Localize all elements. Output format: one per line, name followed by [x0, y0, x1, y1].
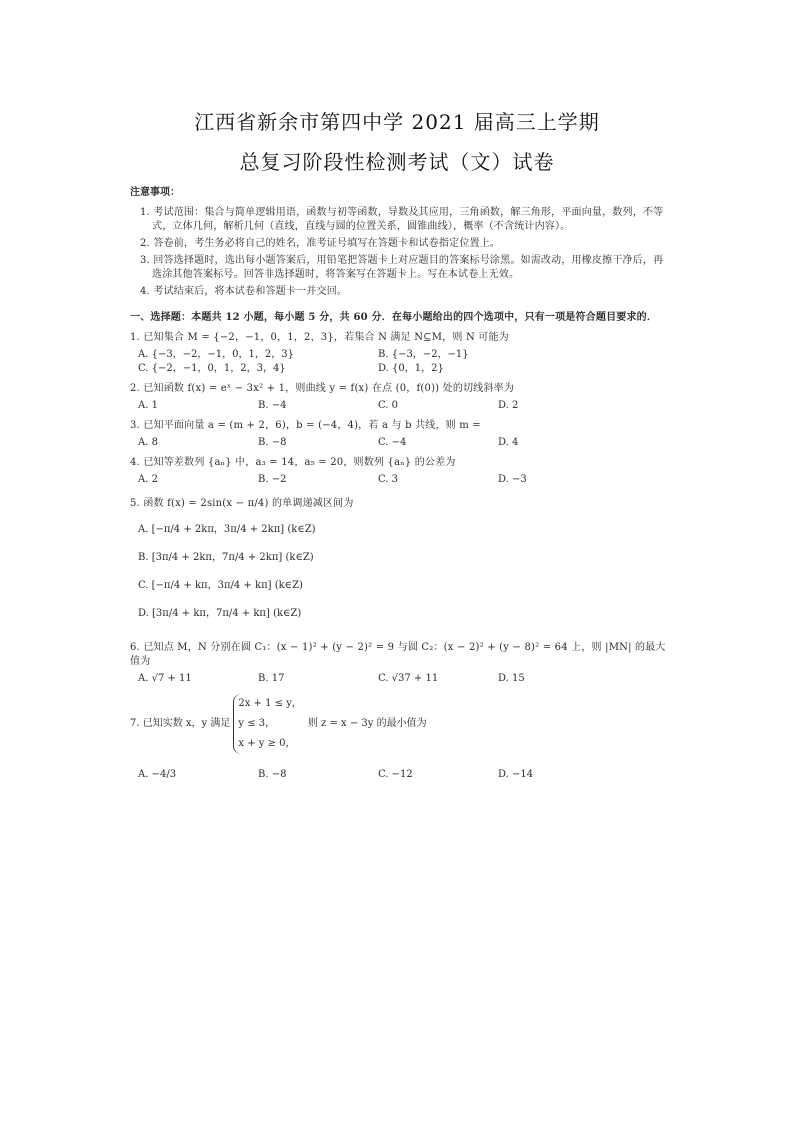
question-stem: 1. 已知集合 M = {−2，−1，0，1，2，3}，若集合 N 满足 N⊆M，则 N 可能为	[130, 332, 509, 343]
option-a: A. [−π/4 + 2kπ，3π/4 + 2kπ] (k∈Z)	[138, 524, 316, 535]
option-a: A. −4/3	[138, 769, 177, 780]
option-b: B. −4	[258, 400, 287, 411]
question-stem: 4. 已知等差数列 {aₙ} 中，a₃ = 14，a₅ = 20，则数列 {aₙ} 的公差为	[130, 457, 456, 468]
question-5	[130, 497, 670, 635]
option-d: D. 15	[498, 673, 525, 684]
option-c: C. −12	[378, 769, 413, 780]
option-b: B. 17	[258, 673, 285, 684]
option-list	[130, 399, 670, 413]
constraint: y ≤ 3，	[238, 718, 276, 729]
option-list	[130, 523, 670, 635]
q7-prefix: 7. 已知实数 x，y 满足	[130, 718, 231, 729]
option-list	[130, 473, 670, 487]
constraint: x + y ≥ 0，	[238, 738, 296, 749]
question-stem: 2. 已知函数 f(x) = eˣ − 3x² + 1，则曲线 y = f(x) 在点 (0，f(0)) 处的切线斜率为	[130, 383, 515, 394]
option-c: C. [−π/4 + kπ，3π/4 + kπ] (k∈Z)	[138, 580, 303, 591]
option-a: A. 2	[138, 474, 158, 485]
option-b: B. −2	[258, 474, 287, 485]
option-list	[130, 768, 670, 782]
option-b: B. −8	[258, 437, 287, 448]
option-d: D. {0，1，2}	[378, 363, 444, 374]
notice-item: 3. 回答选择题时，选出每小题答案后，用铅笔把答题卡上对应题目的答案标号涂黑。如需改动，用橡皮擦干净后，再选涂其他答案标号。回答非选择题时，将答案写在答题卡上。写在本试卷上无效。	[140, 255, 664, 280]
option-b: B. −8	[258, 769, 287, 780]
option-c: C. −4	[378, 437, 407, 448]
question-stem: 6. 已知点 M，N 分别在圆 C₁：(x − 1)² + (y − 2)² = 9 与圆 C₂：(x − 2)² + (y − 8)² = 64 上，则 |MN| 的最大值为	[130, 642, 666, 667]
option-d: D. [3π/4 + kπ，7π/4 + kπ] (k∈Z)	[138, 608, 302, 619]
constraint: 2x + 1 ≤ y，	[238, 698, 302, 709]
option-d: D. 4	[498, 437, 519, 448]
option-b: B. {−3，−2，−1}	[378, 349, 469, 360]
option-c: C. 3	[378, 474, 399, 485]
question-2	[130, 382, 670, 413]
question-stem: 5. 函数 f(x) = 2sin(x − π/4) 的单调递减区间为	[130, 498, 354, 509]
q7-suffix: 则 z = x − 3y 的最小值为	[307, 718, 427, 729]
option-list	[130, 348, 670, 376]
page-title: 江西省新余市第四中学 2021 届高三上学期	[194, 110, 600, 134]
option-d: D. 2	[498, 400, 519, 411]
option-d: D. −14	[498, 769, 534, 780]
question-1	[130, 331, 670, 376]
notice-item: 4. 考试结束后，将本试卷和答题卡一并交回。	[140, 286, 348, 297]
notice-block	[130, 186, 670, 299]
option-a: A. 8	[138, 437, 158, 448]
question-stem	[130, 694, 670, 754]
question-6	[130, 641, 670, 686]
option-a: A. 1	[138, 400, 158, 411]
question-3	[130, 419, 670, 450]
option-c: C. √37 + 11	[378, 673, 439, 684]
option-a: A. √7 + 11	[138, 673, 192, 684]
section-heading: 一、选择题：本题共 12 小题，每小题 5 分，共 60 分．在每小题给出的四个选项中，只有一项是符合题目要求的．	[130, 312, 658, 323]
option-c: C. {−2，−1，0，1，2，3，4}	[138, 363, 286, 374]
option-c: C. 0	[378, 400, 399, 411]
option-list	[130, 672, 670, 686]
option-list	[130, 436, 670, 450]
page-subtitle: 总复习阶段性检测考试（文）试卷	[239, 150, 555, 174]
option-d: D. −3	[498, 474, 527, 485]
question-stem: 3. 已知平面向量 a = (m + 2，6)，b = (−4，4)，若 a 与 b 共线，则 m =	[130, 420, 481, 431]
question-4	[130, 456, 670, 487]
scanned-content	[130, 186, 670, 782]
option-b: B. [3π/4 + 2kπ，7π/4 + 2kπ] (k∈Z)	[138, 552, 314, 563]
option-a: A. {−3，−2，−1，0，1，2，3}	[138, 349, 294, 360]
notice-item: 2. 答卷前，考生务必将自己的姓名，准考证号填写在答题卡和试卷指定位置上。	[140, 238, 501, 249]
notice-item: 1. 考试范围：集合与简单逻辑用语，函数与初等函数，导数及其应用，三角函数，解三角形，平面向量，数列，不等式，立体几何，解析几何（直线，直线与圆的位置关系，圆锥曲线），概率（不含统计内容）。	[140, 207, 664, 232]
question-7	[130, 694, 670, 782]
notice-heading: 注意事项：	[130, 187, 180, 198]
constraint-system	[233, 694, 302, 754]
